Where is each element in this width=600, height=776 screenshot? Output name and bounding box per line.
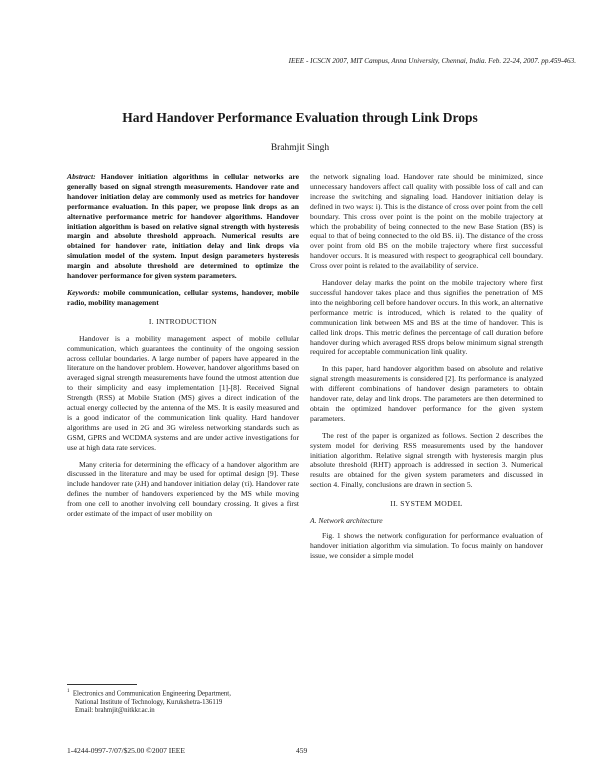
keywords — [67, 288, 299, 308]
footnote-line: National Institute of Technology, Kurukshetra-136119 — [75, 698, 223, 706]
body-paragraph: Fig. 1 shows the network configuration for performance evaluation of handover initiation algorithm via simulation. To focus mainly on handover issue, we consider a simple model — [310, 531, 543, 560]
footnote-marker: 1 — [67, 689, 70, 694]
footnote-divider — [67, 684, 137, 685]
section-heading-introduction: I. INTRODUCTION — [148, 316, 218, 326]
copyright-line: 1-4244-0997-7/07/$25.00 ©2007 IEEE — [67, 746, 185, 755]
right-column — [310, 172, 543, 568]
keywords-label: Keywords: — [67, 287, 100, 297]
body-paragraph: the network signaling load. Handover rate should be minimized, since unnecessary handovers affect call quality with possible loss of call and can increase the switching and signaling load. Handover initiation delay is defined in two ways: i). This is the distance of cross over point from the cell boundary. This cross over point is the point on the mobile trajectory at which the probability of being connected to the new Base Station (BS) is equal to that of being connected to the old BS. ii). The distance of the cross over point from old BS on the mobile trajectory where first successful handover occurs. It is measured with respect to geographical cell boundary. Cross over point is related to the availability of service. — [310, 172, 543, 271]
author-name: Brahmjit Singh — [270, 143, 330, 153]
abstract-text: Handover initiation algorithms in cellular networks are generally based on signal strength measurements. Handover rate and handover initiation delay are commonly used as metrics for handover performance evaluation. In this paper, we propose link drops as an alternative performance metric for handover algorithms. Handover initiation algorithm is based on relative signal strength with hysteresis margin and absolute threshold approach. Numerical results are obtained for handover rate, initiation delay and link drops via simulation model of the system. Input design parameters hysteresis margin and absolute threshold are determined to optimize the handover performance for given system parameters. — [67, 172, 299, 281]
footnote-email: Email: brahmjit@nitkkr.ac.in — [75, 707, 155, 715]
body-paragraph: Handover delay marks the point on the mobile trajectory where first successful handover takes place and thus signifies the penetration of MS into the neighboring cell before handover occurs. In this work, an alternative performance metric is introduced, which is related to the quality of communication link between MS and BS at the time of handover. This is called link drops. This metric defines the percentage of call duration before handover during which averaged RSS drops below minimum signal strength required for acceptable communication link quality. — [310, 278, 544, 357]
footnote-line: Electronics and Communication Engineering Department, — [72, 690, 231, 698]
body-paragraph: Handover is a mobility management aspect of mobile cellular communication, which guarantees the continuity of the ongoing session across cellular boundaries. A large number of papers have appeared in the literature on the handover problem. However, handover algorithms based on averaged signal strength measurements have found the utmost attention due to their simplicity and easy implementation [1]-[8]. Received Signal Strength (RSS) at Mobile Station (MS) gives a direct indication of the actual energy collected by the antenna of the MS. It is easily measured and is a good indicator of the communication link quality. Hard handover algorithms are used in 2G and 3G wireless networking standards such as GSM, GPRS and WCDMA systems and are under active investigations for use at high data rate services. — [67, 333, 299, 452]
abstract — [67, 172, 299, 281]
body-paragraph: Many criteria for determining the efficacy of a handover algorithm are discussed in the literature and may be used for optimal design [9]. These include handover rate (λH) and handover initiation delay (τi). Handover rate defines the number of handovers experienced by the MS while moving from one cell to another involving cell boundary crossing. It gives a first order estimate of the impact of user mobility on — [67, 459, 299, 519]
body-paragraph: The rest of the paper is organized as follows. Section 2 describes the system model for deriving RSS measurements used by the handover initiation algorithm. Relative signal strength with hysteresis margin plus absolute threshold (RHT) approach is addressed in section 3. Numerical results are obtained for the given system parameters and discussed in section 4. Finally, conclusions are drawn in section 5. — [310, 430, 543, 490]
left-column — [67, 172, 299, 526]
paper-title: Hard Handover Performance Evaluation through Link Drops — [122, 110, 478, 125]
page-number: 459 — [296, 746, 308, 755]
abstract-label: Abstract: — [67, 172, 96, 181]
section-heading-system-model: II. SYSTEM MODEL — [390, 499, 463, 509]
keywords-text: mobile communication, cellular systems, handover, mobile radio, mobility management — [67, 287, 299, 307]
running-header: IEEE - ICSCN 2007, MIT Campus, Anna University, Chennai, India. Feb. 22-24, 2007. pp.459-463. — [288, 57, 576, 65]
body-paragraph: In this paper, hard handover algorithm based on absolute and relative signal strength measurements is considered [2]. Its performance is analyzed with different combinations of handover design parameters to obtain handover rate, delay and link drops. The parameters are then determined to obtain the optimized handover performance for the given system parameters. — [310, 364, 543, 423]
affiliation-footnote — [67, 688, 292, 715]
subsection-heading: A. Network architecture — [310, 516, 383, 526]
